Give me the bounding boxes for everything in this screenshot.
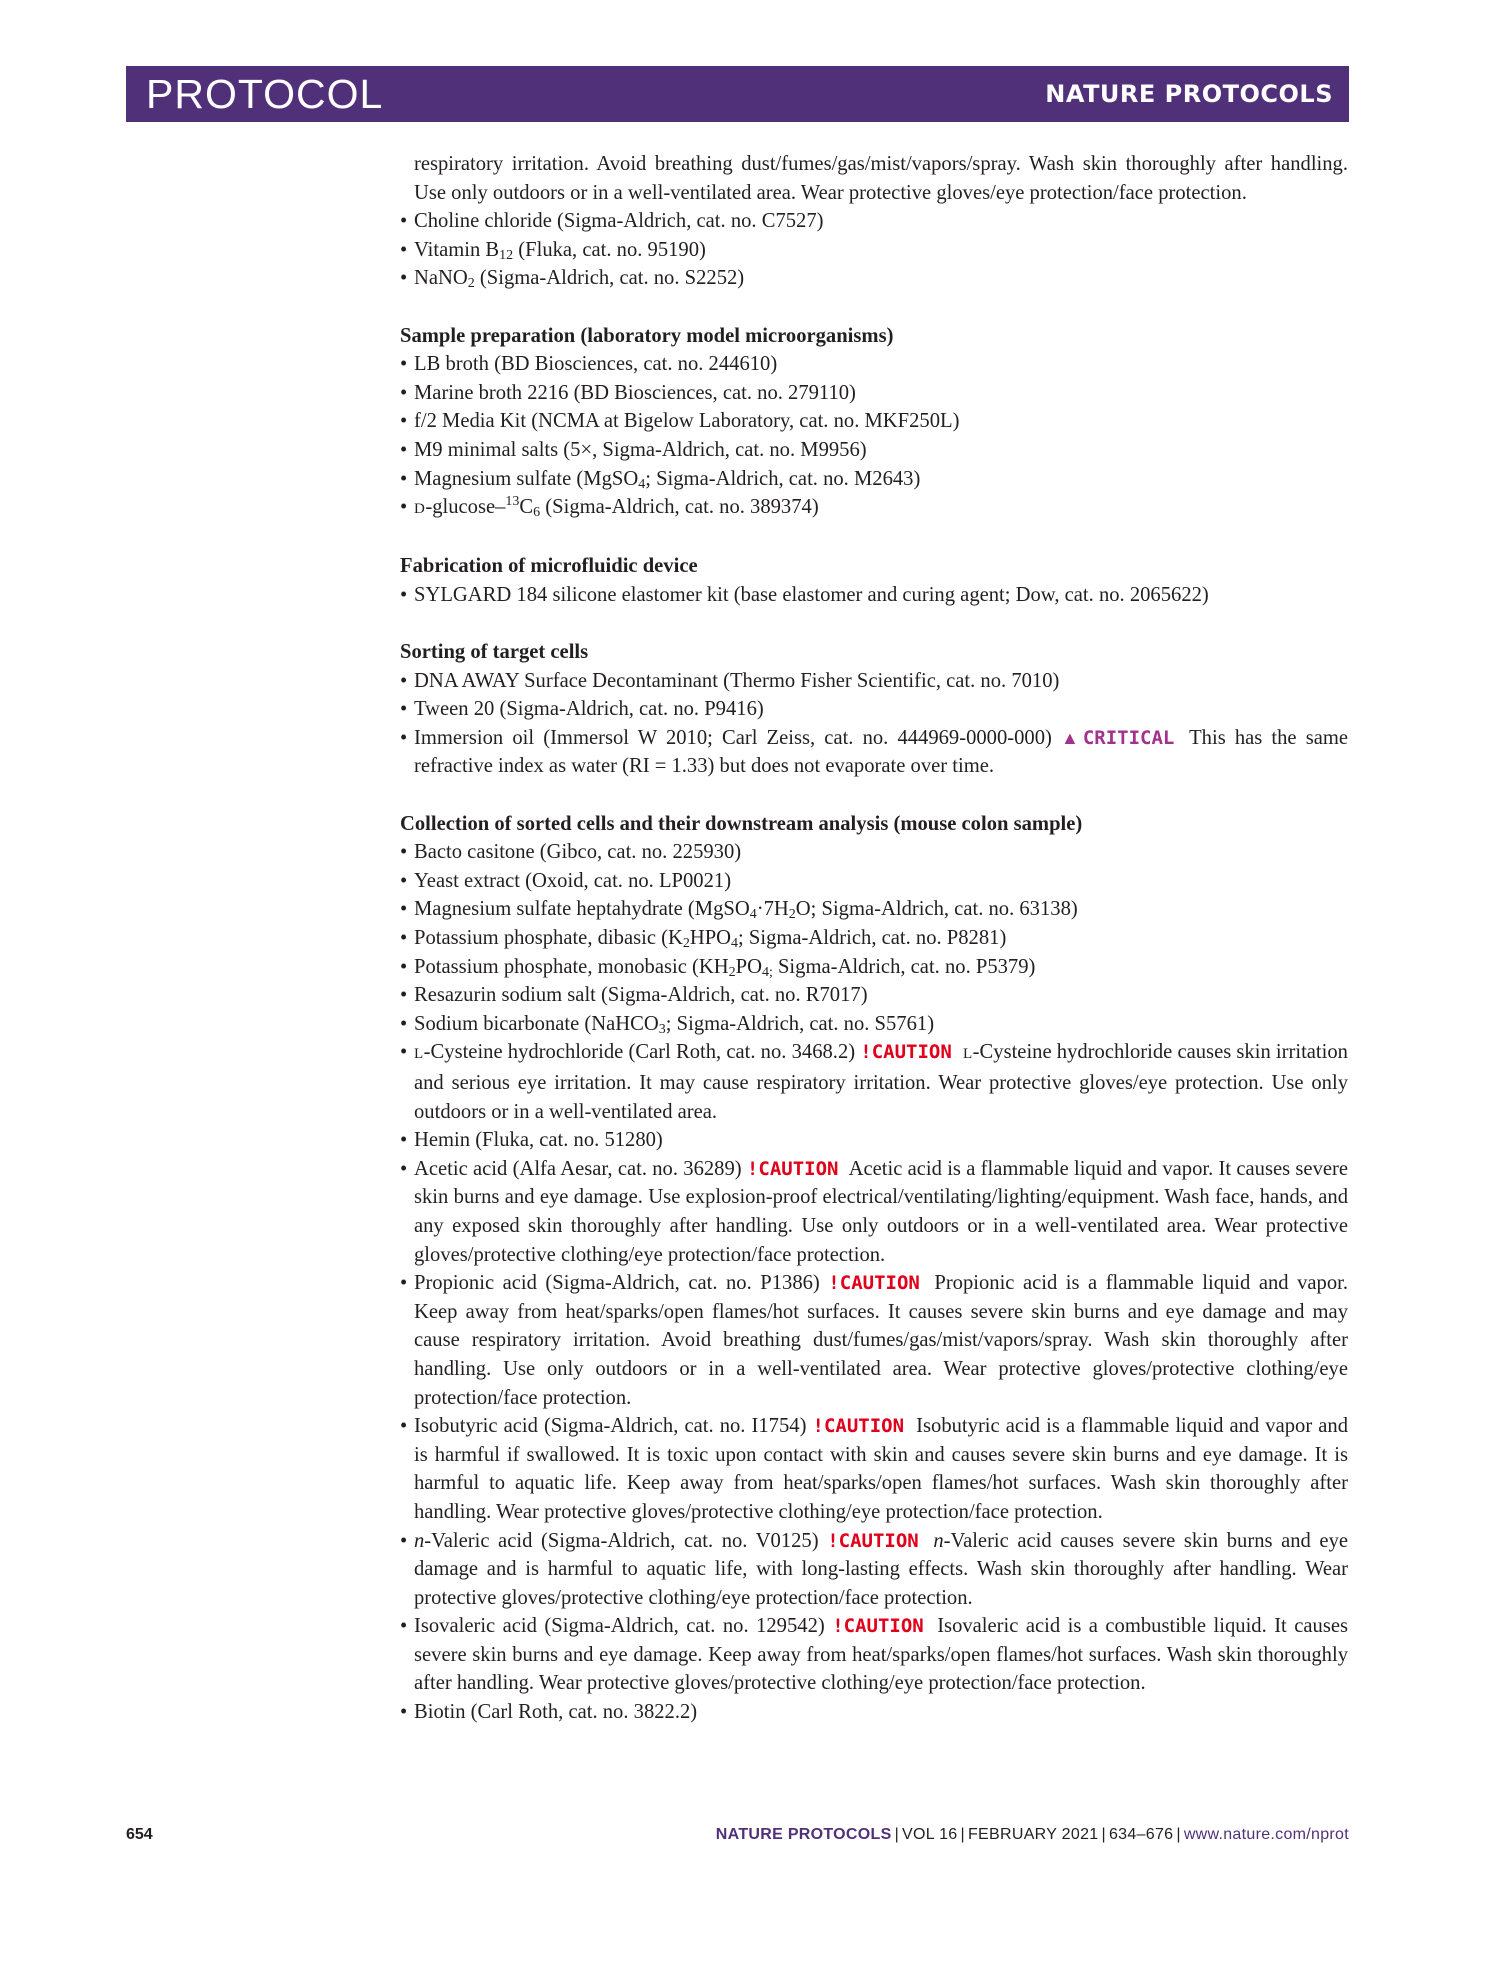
list-item: • Yeast extract (Oxoid, cat. no. LP0021) — [400, 869, 732, 892]
section-heading: Fabrication of microfluidic device — [400, 555, 698, 578]
critical-icon: ▲ — [1061, 727, 1083, 748]
list-item: • $D-glucose-^{13}C_6$ (Sigma-Aldrich, cat. no. 389374) — [400, 494, 819, 521]
list-item: • Vitamin $B_{12}$ (Fluka, cat. no. 95190) — [400, 238, 706, 263]
footer-url-link[interactable]: www.nature.com/nprot — [1183, 1826, 1349, 1843]
page-number: 654 — [126, 1826, 153, 1843]
list-item: • Hemin (Fluka, cat. no. 51280) — [400, 1129, 663, 1152]
footer-citation: NATURE PROTOCOLS | VOL 16 | FEBRUARY 2021 | 634–676 | www.nature.com/nprot — [715, 1826, 1349, 1843]
journal-label: NATURE PROTOCOLS — [1045, 80, 1333, 108]
list-item: • Propionic acid (Sigma-Aldrich, cat. no. P1386) !CAUTION Propionic acid is a flammable liquid and vapor. Keep away from heat/sparks/open flames/hot surfaces. It causes severe skin burns and eye damage and may cause respiratory irritation. Avoid breathing dust/fumes/gas/mist/vapors/spray. Wash skin thoroughly after handling. Use only outdoors or in a well-ventilated area. Wear protective gloves/protective clothing/eye protection/face protection. — [400, 1272, 1348, 1409]
section-heading: Sample preparation (laboratory model microorganisms) — [400, 324, 894, 347]
list-item: • M9 minimal salts (5×, Sigma-Aldrich, cat. no. M9956) — [400, 438, 867, 461]
list-item: • DNA AWAY Surface Decontaminant (Thermo Fisher Scientific, cat. no. 7010) — [400, 669, 1060, 692]
footer-pages: 634–676 — [1108, 1826, 1174, 1843]
section-label: PROTOCOL — [146, 71, 384, 117]
critical-label: CRITICAL — [1082, 726, 1175, 749]
list-item: • n-Valeric acid (Sigma-Aldrich, cat. no. V0125) !CAUTION n-Valeric acid causes severe skin burns and eye damage and is harmful to aquatic life, with long-lasting effects. Wash skin thoroughly after handling. Wear protective gloves/protective clothing/eye protection/face protection. — [400, 1529, 1349, 1609]
footer-journal: NATURE PROTOCOLS — [715, 1826, 892, 1843]
list-item: • Sodium bicarbonate (NaHCO$_3$; Sigma-Aldrich, cat. no. S5761) — [400, 1012, 935, 1037]
list-item: • Bacto casitone (Gibco, cat. no. 225930) — [400, 841, 742, 864]
section-heading: Sorting of target cells — [400, 641, 589, 664]
list-item: • Marine broth 2216 (BD Biosciences, cat. no. 279110) — [400, 381, 856, 404]
list-item: • SYLGARD 184 silicone elastomer kit (base elastomer and curing agent; Dow, cat. no. 2065622) — [400, 583, 1209, 606]
caution-label: !CAUTION — [828, 1272, 920, 1295]
header-bar — [126, 66, 1349, 122]
page-footer — [126, 1820, 1349, 1850]
list-item: • Immersion oil (Immersol W 2010; Carl Zeiss, cat. no. 444969-0000-000) ▲CRITICAL This has the same refractive index as water (RI = 1.33) but does not evaporate over time. — [400, 726, 1349, 778]
caution-label: !CAUTION — [746, 1157, 839, 1180]
section-heading: Collection of sorted cells and their downstream analysis (mouse colon sample) — [400, 812, 1083, 835]
list-item: • Tween 20 (Sigma-Aldrich, cat. no. P9416) — [400, 698, 764, 721]
continuation-text: respiratory irritation. Avoid breathing dust/fumes/gas/mist/vapors/spray. Wash skin thoroughly after handling. Use only outdoors or in a well-ventilated area. Wear protective gloves/eye protection/face protection. — [414, 153, 1348, 204]
list-item: • Isobutyric acid (Sigma-Aldrich, cat. no. I1754) !CAUTION Isobutyric acid is a flammable liquid and vapor and is harmful if swallowed. It is toxic upon contact with skin and causes severe skin burns and eye damage. It is harmful to aquatic life. Keep away from heat/sparks/open flames/hot surfaces. Wash skin thoroughly after handling. Wear protective gloves/protective clothing/eye protection/face protection. — [400, 1415, 1348, 1523]
caution-label: !CAUTION — [812, 1415, 905, 1438]
caution-label: !CAUTION — [860, 1041, 952, 1064]
list-item: • Choline chloride (Sigma-Aldrich, cat. no. C7527) — [400, 210, 824, 233]
caution-label: !CAUTION — [832, 1615, 924, 1638]
list-item: • NaNO$_2$ (Sigma-Aldrich, cat. no. S2252) — [400, 267, 745, 292]
list-item: • Potassium phosphate, dibasic ($K_2HPO_4$; Sigma-Aldrich, cat. no. P8281) — [400, 927, 1007, 952]
footer-date: FEBRUARY 2021 — [967, 1826, 1099, 1843]
caution-label: !CAUTION — [827, 1529, 919, 1552]
list-item: • Potassium phosphate, monobasic ($KH_2PO_{4;}$ Sigma-Aldrich, cat. no. P5379) — [400, 955, 1036, 980]
list-item: • LB broth (BD Biosciences, cat. no. 244610) — [400, 353, 778, 376]
list-item: • Isovaleric acid (Sigma-Aldrich, cat. no. 129542) !CAUTION Isovaleric acid is a combustible liquid. It causes severe skin burns and eye damage. Keep away from heat/sparks/open flames/hot surfaces. Wash skin thoroughly after handling. Wear protective gloves/protective clothing/eye protection/face protection. — [400, 1615, 1348, 1695]
main-content — [400, 150, 1348, 1727]
list-item: • L-Cysteine hydrochloride (Carl Roth, cat. no. 3468.2) !CAUTION L-Cysteine hydrochloride causes skin irritation and serious eye irritation. It may cause respiratory irritation. Wear protective gloves/eye protection. Use only outdoors or in a well-ventilated area. — [400, 1041, 1348, 1123]
list-item: • f/2 Media Kit (NCMA at Bigelow Laboratory, cat. no. MKF250L) — [400, 410, 960, 433]
footer-volume: VOL 16 — [902, 1826, 958, 1843]
list-item: • Resazurin sodium salt (Sigma-Aldrich, cat. no. R7017) — [400, 984, 868, 1007]
list-item: • Magnesium sulfate heptahydrate ($MgSO_4\cdot 7H_2O$; Sigma-Aldrich, cat. no. 63138) — [400, 898, 1078, 923]
list-item: • Biotin (Carl Roth, cat. no. 3822.2) — [400, 1701, 698, 1724]
list-item: • Acetic acid (Alfa Aesar, cat. no. 36289) !CAUTION Acetic acid is a flammable liquid and vapor. It causes severe skin burns and eye damage. Use explosion-proof electrical/ventilating/lighting/equipment. Wash face, hands, and any exposed skin thoroughly after handling. Use only outdoors or in a well-ventilated area. Wear protective gloves/protective clothing/eye protection/face protection. — [400, 1157, 1349, 1266]
list-item: • Magnesium sulfate (MgSO$_4$; Sigma-Aldrich, cat. no. M2643) — [400, 467, 921, 492]
